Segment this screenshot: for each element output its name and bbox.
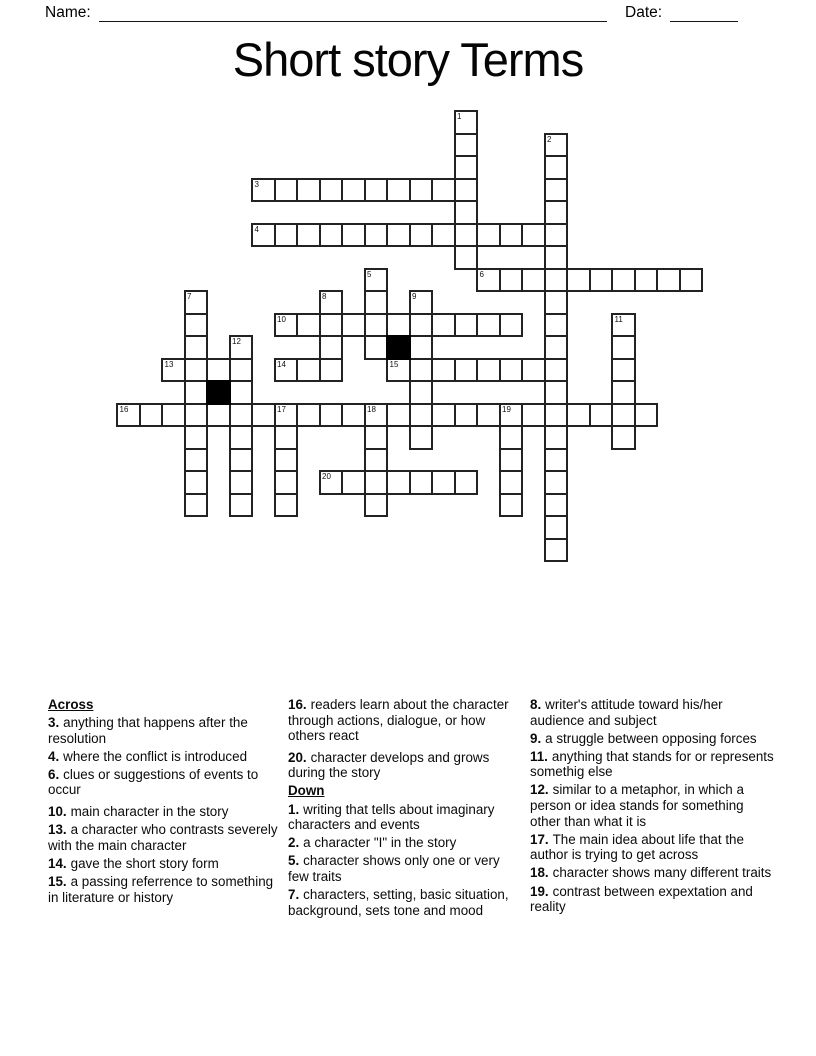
- grid-cell: [476, 268, 501, 293]
- clue-item: [288, 802, 524, 833]
- clue-number: 15.: [48, 873, 67, 889]
- crossword-grid: [116, 110, 701, 560]
- grid-cell: [499, 403, 524, 428]
- clue-text: character shows only one or very few traits: [288, 853, 500, 884]
- grid-cell: [229, 425, 254, 450]
- grid-cell: [229, 470, 254, 495]
- grid-cell: [544, 268, 569, 293]
- grid-cell: [184, 380, 209, 405]
- grid-cell: [521, 403, 546, 428]
- grid-cell: [116, 403, 141, 428]
- grid-cell: [364, 403, 389, 428]
- cell-number: 13: [164, 359, 174, 369]
- clue-text: a passing referrence to something in literature or history: [48, 873, 274, 905]
- clue-text: a character "I" in the story: [303, 835, 457, 851]
- clue-text: anything that happens after the resolution: [48, 715, 248, 746]
- grid-cell: [409, 335, 434, 360]
- grid-cell: [409, 313, 434, 338]
- grid-cell: [229, 493, 254, 518]
- clue-item: [530, 865, 774, 881]
- grid-cell: [679, 268, 704, 293]
- cell-number: 18: [367, 404, 376, 414]
- clue-column-middle: [288, 697, 524, 921]
- clue-number: 16.: [288, 697, 307, 712]
- clue-item: [48, 856, 281, 872]
- grid-cell: [454, 313, 479, 338]
- clue-number: 18.: [530, 865, 549, 881]
- clue-item: [48, 804, 281, 820]
- grid-cell: [431, 403, 456, 428]
- grid-cell: [611, 358, 636, 383]
- clue-number: 9.: [530, 730, 542, 746]
- grid-cell: [251, 178, 276, 203]
- grid-cell: [611, 425, 636, 450]
- grid-cell: [296, 313, 321, 338]
- grid-cell: [184, 425, 209, 450]
- date-blank-line: [670, 21, 738, 22]
- clue-item: [530, 749, 774, 780]
- grid-cell: [319, 358, 344, 383]
- black-cell: [386, 335, 411, 360]
- grid-cell: [521, 358, 546, 383]
- grid-cell: [251, 223, 276, 248]
- grid-cell: [544, 515, 569, 540]
- grid-cell: [341, 313, 366, 338]
- grid-cell: [611, 380, 636, 405]
- clue-number: 3.: [48, 715, 60, 731]
- grid-cell: [229, 448, 254, 473]
- clue-item: [48, 874, 281, 905]
- grid-cell: [184, 403, 209, 428]
- grid-cell: [386, 223, 411, 248]
- grid-cell: [431, 223, 456, 248]
- clue-number: 6.: [48, 766, 60, 782]
- grid-cell: [499, 448, 524, 473]
- cell-number: 10: [277, 314, 286, 324]
- grid-cell: [544, 155, 569, 180]
- grid-cell: [274, 178, 299, 203]
- grid-cell: [544, 313, 569, 338]
- clue-number: 14.: [48, 855, 67, 871]
- grid-cell: [274, 448, 299, 473]
- date-label: Date:: [625, 4, 663, 21]
- grid-cell: [499, 470, 524, 495]
- grid-cell: [364, 313, 389, 338]
- grid-cell: [364, 425, 389, 450]
- grid-cell: [409, 403, 434, 428]
- grid-cell: [364, 493, 389, 518]
- grid-cell: [229, 358, 254, 383]
- cell-number: 11: [614, 314, 623, 324]
- cell-number: 14: [277, 359, 286, 369]
- clue-item: [48, 767, 281, 798]
- grid-cell: [386, 178, 411, 203]
- grid-cell: [386, 358, 411, 383]
- grid-cell: [296, 403, 321, 428]
- grid-cell: [409, 425, 434, 450]
- grid-cell: [296, 358, 321, 383]
- cell-number: 6: [479, 269, 484, 279]
- grid-cell: [364, 178, 389, 203]
- clue-number: 7.: [288, 887, 300, 903]
- grid-cell: [251, 403, 276, 428]
- grid-cell: [611, 403, 636, 428]
- grid-cell: [454, 178, 479, 203]
- grid-cell: [454, 155, 479, 180]
- grid-cell: [499, 358, 524, 383]
- grid-cell: [544, 470, 569, 495]
- grid-cell: [544, 358, 569, 383]
- grid-cell: [274, 425, 299, 450]
- clue-text: writer's attitude toward his/her audience and subject: [530, 697, 723, 728]
- grid-cell: [544, 425, 569, 450]
- clue-item: [530, 697, 774, 728]
- clue-section-header: Down: [288, 783, 325, 799]
- grid-cell: [364, 268, 389, 293]
- cell-number: 20: [322, 472, 331, 481]
- clue-item: [48, 822, 281, 853]
- clue-number: 8.: [530, 697, 542, 712]
- grid-cell: [229, 380, 254, 405]
- grid-cell: [364, 223, 389, 248]
- grid-cell: [274, 313, 299, 338]
- grid-cell: [386, 470, 411, 495]
- grid-cell: [409, 223, 434, 248]
- grid-cell: [296, 178, 321, 203]
- clue-number: 4.: [48, 748, 60, 764]
- grid-cell: [409, 470, 434, 495]
- clue-number: 1.: [288, 801, 300, 817]
- clue-number: 20.: [288, 749, 307, 765]
- clue-number: 13.: [48, 822, 67, 838]
- grid-cell: [454, 470, 479, 495]
- clue-section-header: Across: [48, 697, 94, 712]
- grid-cell: [364, 448, 389, 473]
- grid-cell: [454, 403, 479, 428]
- clue-column-right: [530, 697, 774, 917]
- grid-cell: [409, 358, 434, 383]
- grid-cell: [499, 313, 524, 338]
- grid-cell: [274, 493, 299, 518]
- grid-cell: [341, 178, 366, 203]
- clue-number: 10.: [48, 804, 67, 820]
- grid-cell: [296, 223, 321, 248]
- clue-number: 11.: [530, 748, 548, 764]
- grid-cell: [611, 313, 636, 338]
- cell-number: 5: [367, 269, 372, 279]
- grid-cell: [544, 200, 569, 225]
- clue-item: [48, 749, 281, 765]
- cell-number: 17: [277, 404, 286, 414]
- clue-number: 12.: [530, 782, 549, 798]
- grid-cell: [454, 245, 479, 270]
- clue-text: contrast between expextation and reality: [530, 883, 753, 915]
- cell-number: 9: [412, 292, 417, 301]
- grid-cell: [589, 268, 614, 293]
- grid-cell: [454, 200, 479, 225]
- grid-cell: [274, 403, 299, 428]
- clue-item: [530, 782, 774, 829]
- cell-number: 8: [322, 292, 327, 301]
- clue-text: a character who contrasts severely with the main character: [48, 822, 278, 853]
- grid-cell: [319, 313, 344, 338]
- cell-number: 3: [254, 179, 259, 189]
- clue-item: [530, 832, 774, 863]
- grid-cell: [454, 358, 479, 383]
- grid-cell: [544, 178, 569, 203]
- clue-text: a struggle between opposing forces: [545, 730, 757, 746]
- grid-cell: [364, 335, 389, 360]
- grid-cell: [206, 358, 231, 383]
- grid-cell: [364, 290, 389, 315]
- grid-cell: [499, 493, 524, 518]
- grid-cell: [274, 470, 299, 495]
- grid-cell: [634, 268, 659, 293]
- cell-number: 4: [254, 224, 259, 234]
- grid-cell: [454, 110, 479, 135]
- grid-cell: [274, 358, 299, 383]
- cell-number: 12: [232, 337, 241, 346]
- grid-cell: [206, 403, 231, 428]
- grid-cell: [499, 268, 524, 293]
- clue-text: readers learn about the character through actions, dialogue, or how others react: [288, 697, 509, 744]
- grid-cell: [566, 403, 591, 428]
- grid-cell: [521, 223, 546, 248]
- grid-cell: [476, 313, 501, 338]
- grid-cell: [431, 178, 456, 203]
- clue-item: [530, 884, 774, 915]
- clue-item: [288, 887, 524, 918]
- grid-cell: [386, 403, 411, 428]
- grid-cell: [319, 470, 344, 495]
- clue-number: 17.: [530, 831, 549, 847]
- grid-cell: [364, 470, 389, 495]
- name-blank-line: [99, 21, 607, 22]
- grid-cell: [544, 380, 569, 405]
- grid-cell: [184, 448, 209, 473]
- grid-cell: [544, 448, 569, 473]
- grid-cell: [229, 335, 254, 360]
- grid-cell: [544, 290, 569, 315]
- clue-item: [288, 853, 524, 884]
- grid-cell: [319, 290, 344, 315]
- grid-cell: [409, 290, 434, 315]
- grid-cell: [589, 403, 614, 428]
- cell-number: 16: [119, 404, 129, 414]
- grid-cell: [544, 493, 569, 518]
- grid-cell: [431, 313, 456, 338]
- grid-cell: [386, 313, 411, 338]
- name-label: Name:: [45, 4, 91, 21]
- clue-number: 2.: [288, 835, 300, 851]
- clue-text: character develops and grows during the story: [288, 749, 490, 781]
- grid-cell: [611, 268, 636, 293]
- grid-cell: [184, 290, 209, 315]
- grid-cell: [544, 538, 569, 563]
- grid-cell: [319, 178, 344, 203]
- grid-cell: [499, 223, 524, 248]
- grid-cell: [454, 133, 479, 158]
- clue-number: 19.: [530, 883, 549, 899]
- grid-cell: [184, 313, 209, 338]
- grid-cell: [274, 223, 299, 248]
- clue-item: [48, 715, 281, 746]
- clue-text: The main idea about life that the author is trying to get across: [530, 831, 744, 863]
- grid-cell: [544, 223, 569, 248]
- grid-cell: [566, 268, 591, 293]
- clue-text: gave the short story form: [70, 855, 219, 871]
- grid-cell: [544, 335, 569, 360]
- cell-number: 1: [457, 112, 462, 121]
- clue-text: characters, setting, basic situation, background, sets tone and mood: [288, 887, 509, 918]
- page-title: Short story Terms: [232, 33, 584, 86]
- grid-cell: [319, 403, 344, 428]
- cell-number: 7: [187, 292, 192, 301]
- clue-item: [288, 835, 524, 851]
- clue-item: [288, 750, 524, 781]
- grid-cell: [161, 403, 186, 428]
- grid-cell: [161, 358, 186, 383]
- grid-cell: [229, 403, 254, 428]
- grid-cell: [521, 268, 546, 293]
- cell-number: 15: [389, 359, 399, 369]
- grid-cell: [634, 403, 659, 428]
- grid-cell: [341, 223, 366, 248]
- clue-item: [530, 731, 774, 747]
- grid-cell: [656, 268, 681, 293]
- grid-cell: [454, 223, 479, 248]
- grid-cell: [499, 425, 524, 450]
- grid-cell: [409, 178, 434, 203]
- grid-cell: [184, 470, 209, 495]
- grid-cell: [184, 335, 209, 360]
- cell-number: 2: [547, 134, 552, 144]
- clue-column-left: [48, 697, 281, 908]
- grid-cell: [431, 358, 456, 383]
- grid-cell: [544, 403, 569, 428]
- grid-cell: [476, 223, 501, 248]
- grid-cell: [341, 470, 366, 495]
- clue-text: similar to a metaphor, in which a person or idea stands for something other than what it is: [530, 782, 744, 829]
- grid-cell: [139, 403, 164, 428]
- clue-text: character shows many different traits: [552, 865, 772, 881]
- black-cell: [206, 380, 231, 405]
- grid-cell: [341, 403, 366, 428]
- grid-cell: [476, 403, 501, 428]
- grid-cell: [409, 380, 434, 405]
- grid-cell: [476, 358, 501, 383]
- grid-cell: [544, 245, 569, 270]
- grid-cell: [611, 335, 636, 360]
- grid-cell: [319, 335, 344, 360]
- clue-text: clues or suggestions of events to occur: [48, 766, 259, 798]
- cell-number: 19: [502, 404, 511, 414]
- clue-text: main character in the story: [70, 804, 229, 820]
- clue-item: [288, 697, 524, 744]
- grid-cell: [319, 223, 344, 248]
- clue-text: where the conflict is introduced: [63, 748, 248, 764]
- clue-text: writing that tells about imaginary characters and events: [288, 801, 495, 833]
- clue-text: anything that stands for or represents somethig else: [530, 748, 774, 780]
- grid-cell: [431, 470, 456, 495]
- clue-number: 5.: [288, 853, 300, 869]
- grid-cell: [184, 358, 209, 383]
- grid-cell: [544, 133, 569, 158]
- grid-cell: [184, 493, 209, 518]
